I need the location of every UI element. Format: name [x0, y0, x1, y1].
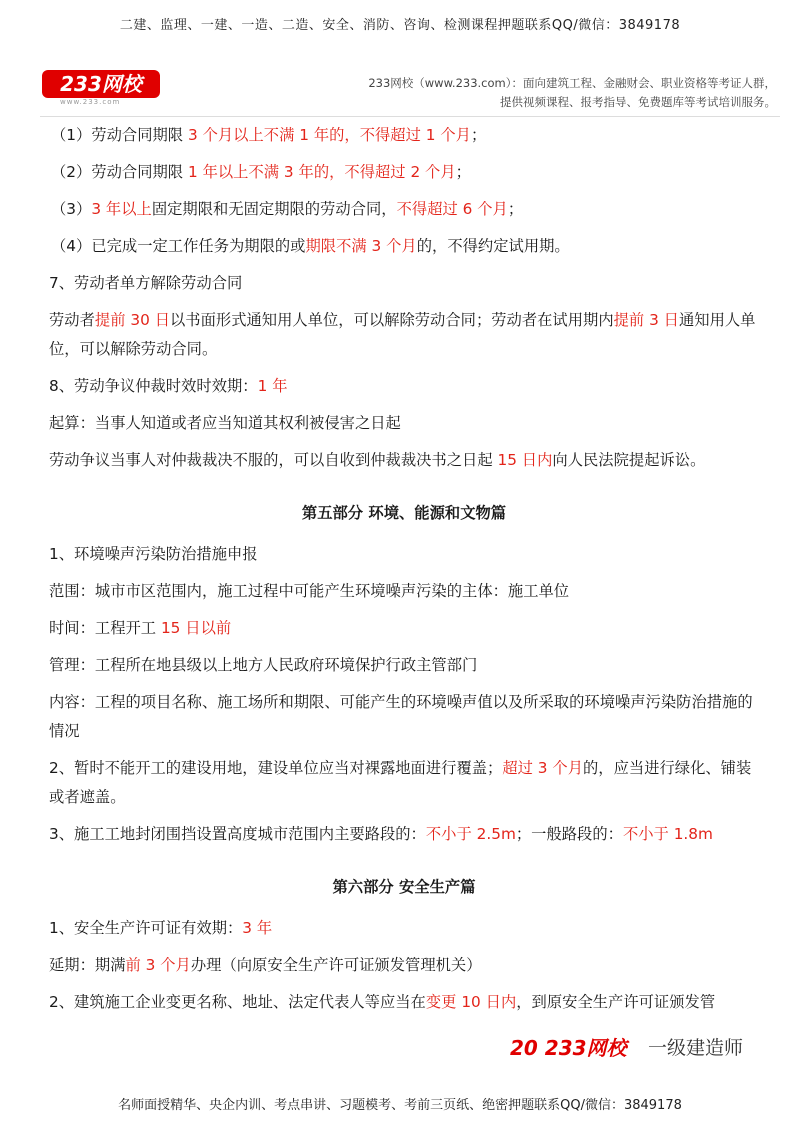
text-run: 起算：当事人知道或者应当知道其权利被侵害之日起: [49, 414, 401, 432]
text-run: 的，不得约定试用期。: [416, 237, 570, 255]
footer-brand: [510, 1030, 760, 1060]
paragraph: [49, 988, 759, 1017]
top-banner: 二建、监理、一建、一造、二造、安全、消防、咨询、检测课程押题联系QQ/微信：3849178: [119, 18, 681, 33]
paragraph: [49, 540, 759, 569]
header-line-1: 233网校（www.233.com）：面向建筑工程、金融财会、职业资格等考证人群，: [368, 76, 776, 90]
text-run: ；一般路段的：: [515, 825, 623, 843]
header-description: [336, 74, 776, 112]
text-run: 范围：城市市区范围内，施工过程中可能产生环境噪声污染的主体：施工单位: [49, 582, 570, 600]
text-run: 7、劳动者单方解除劳动合同: [49, 274, 243, 292]
paragraph: [49, 688, 759, 746]
header-divider: [40, 116, 780, 117]
footer-logo[interactable]: 20 233网校: [510, 1036, 627, 1060]
highlight-text: 变更 10 日内: [425, 993, 517, 1011]
text-run: （2）劳动合同期限: [51, 163, 188, 181]
highlight-text: 不得超过 6 个月: [396, 200, 508, 218]
document-body: [49, 121, 759, 1025]
text-run: ；: [470, 126, 487, 144]
highlight-text: 3 个月以上不满 1 年的，不得超过 1 个月: [187, 126, 471, 144]
paragraph: [49, 820, 759, 849]
paragraph: [49, 577, 759, 606]
highlight-text: 提前 30 日: [94, 311, 170, 329]
paragraph: [49, 269, 759, 298]
site-logo[interactable]: 233网校: [42, 70, 160, 98]
paragraph: [49, 614, 759, 643]
text-run: 通知用人单位，可以解除劳动合同。: [49, 311, 756, 358]
paragraph: [49, 754, 759, 812]
paragraph: [49, 306, 759, 364]
text-run: 内容：工程的项目名称、施工场所和期限、可能产生的环境噪声值以及所采取的环境噪声污染防治措施的情况: [49, 693, 753, 740]
text-run: 办理（向原安全生产许可证颁发管理机关）: [190, 956, 482, 974]
paragraph: [49, 232, 759, 261]
text-run: 的，应当进行绿化、铺装或者遮盖。: [49, 759, 752, 806]
text-run: 2、建筑施工企业变更名称、地址、法定代表人等应当在: [49, 993, 426, 1011]
highlight-text: 不小于 1.8m: [622, 825, 713, 843]
text-run: 1、环境噪声污染防治措施申报: [49, 545, 258, 563]
text-run: 1、安全生产许可证有效期：: [49, 919, 243, 937]
text-run: 第五部分 环境、能源和文物篇: [301, 504, 507, 522]
highlight-text: 1 年: [257, 377, 288, 395]
highlight-text: 1 年以上不满 3 年的，不得超过 2 个月: [187, 163, 456, 181]
text-run: 以书面形式通知用人单位，可以解除劳动合同；劳动者在试用期内: [170, 311, 614, 329]
paragraph: [49, 446, 759, 475]
paragraph: [49, 651, 759, 680]
text-run: 劳动者: [49, 311, 95, 329]
text-run: 时间：工程开工: [49, 619, 161, 637]
paragraph: [49, 951, 759, 980]
text-run: 2、暂时不能开工的建设用地，建设单位应当对裸露地面进行覆盖；: [49, 759, 503, 777]
section-title: [49, 873, 759, 902]
logo-subtext: www.233.com: [60, 98, 121, 106]
paragraph: [49, 409, 759, 438]
paragraph: [49, 158, 759, 187]
paragraph: [49, 372, 759, 401]
text-run: ；: [455, 163, 471, 181]
paragraph: [49, 121, 759, 150]
page-header: [40, 62, 780, 114]
bottom-banner: 名师面授精华、央企内训、考点串讲、习题模考、考前三页纸、绝密押题联系QQ/微信：3849178: [118, 1098, 682, 1113]
text-run: 劳动争议当事人对仲裁裁决不服的，可以自收到仲裁裁决书之日起: [49, 451, 498, 469]
text-run: 管理：工程所在地县级以上地方人民政府环境保护行政主管部门: [49, 656, 478, 674]
highlight-text: 超过 3 个月: [502, 759, 583, 777]
text-run: ；: [507, 200, 524, 218]
text-run: 延期：期满: [49, 956, 126, 974]
highlight-text: 前 3 个月: [125, 956, 191, 974]
header-line-2: 提供视频课程、报考指导、免费题库等考试培训服务。: [500, 95, 776, 109]
highlight-text: 15 日以前: [160, 619, 232, 637]
highlight-text: 15 日内: [497, 451, 553, 469]
paragraph: [49, 195, 759, 224]
footer-brand-text: 一级建造师: [648, 1037, 744, 1059]
highlight-text: 3 年以上: [91, 200, 152, 218]
text-run: ，到原安全生产许可证颁发管: [516, 993, 716, 1011]
text-run: 固定期限和无固定期限的劳动合同，: [151, 200, 397, 218]
paragraph: [49, 914, 759, 943]
highlight-text: 期限不满 3 个月: [305, 237, 417, 255]
highlight-text: 3 年: [242, 919, 273, 937]
text-run: （1）劳动合同期限: [51, 126, 188, 144]
text-run: 8、劳动争议仲裁时效时效期：: [49, 377, 258, 395]
text-run: 第六部分 安全生产篇: [332, 878, 476, 896]
text-run: （4）已完成一定工作任务为期限的或: [51, 237, 306, 255]
section-title: [49, 499, 759, 528]
highlight-text: 提前 3 日: [613, 311, 679, 329]
text-run: 3、施工工地封闭围挡设置高度城市范围内主要路段的：: [49, 825, 426, 843]
text-run: （3）: [51, 200, 92, 218]
highlight-text: 不小于 2.5m: [425, 825, 516, 843]
text-run: 向人民法院提起诉讼。: [552, 451, 706, 469]
